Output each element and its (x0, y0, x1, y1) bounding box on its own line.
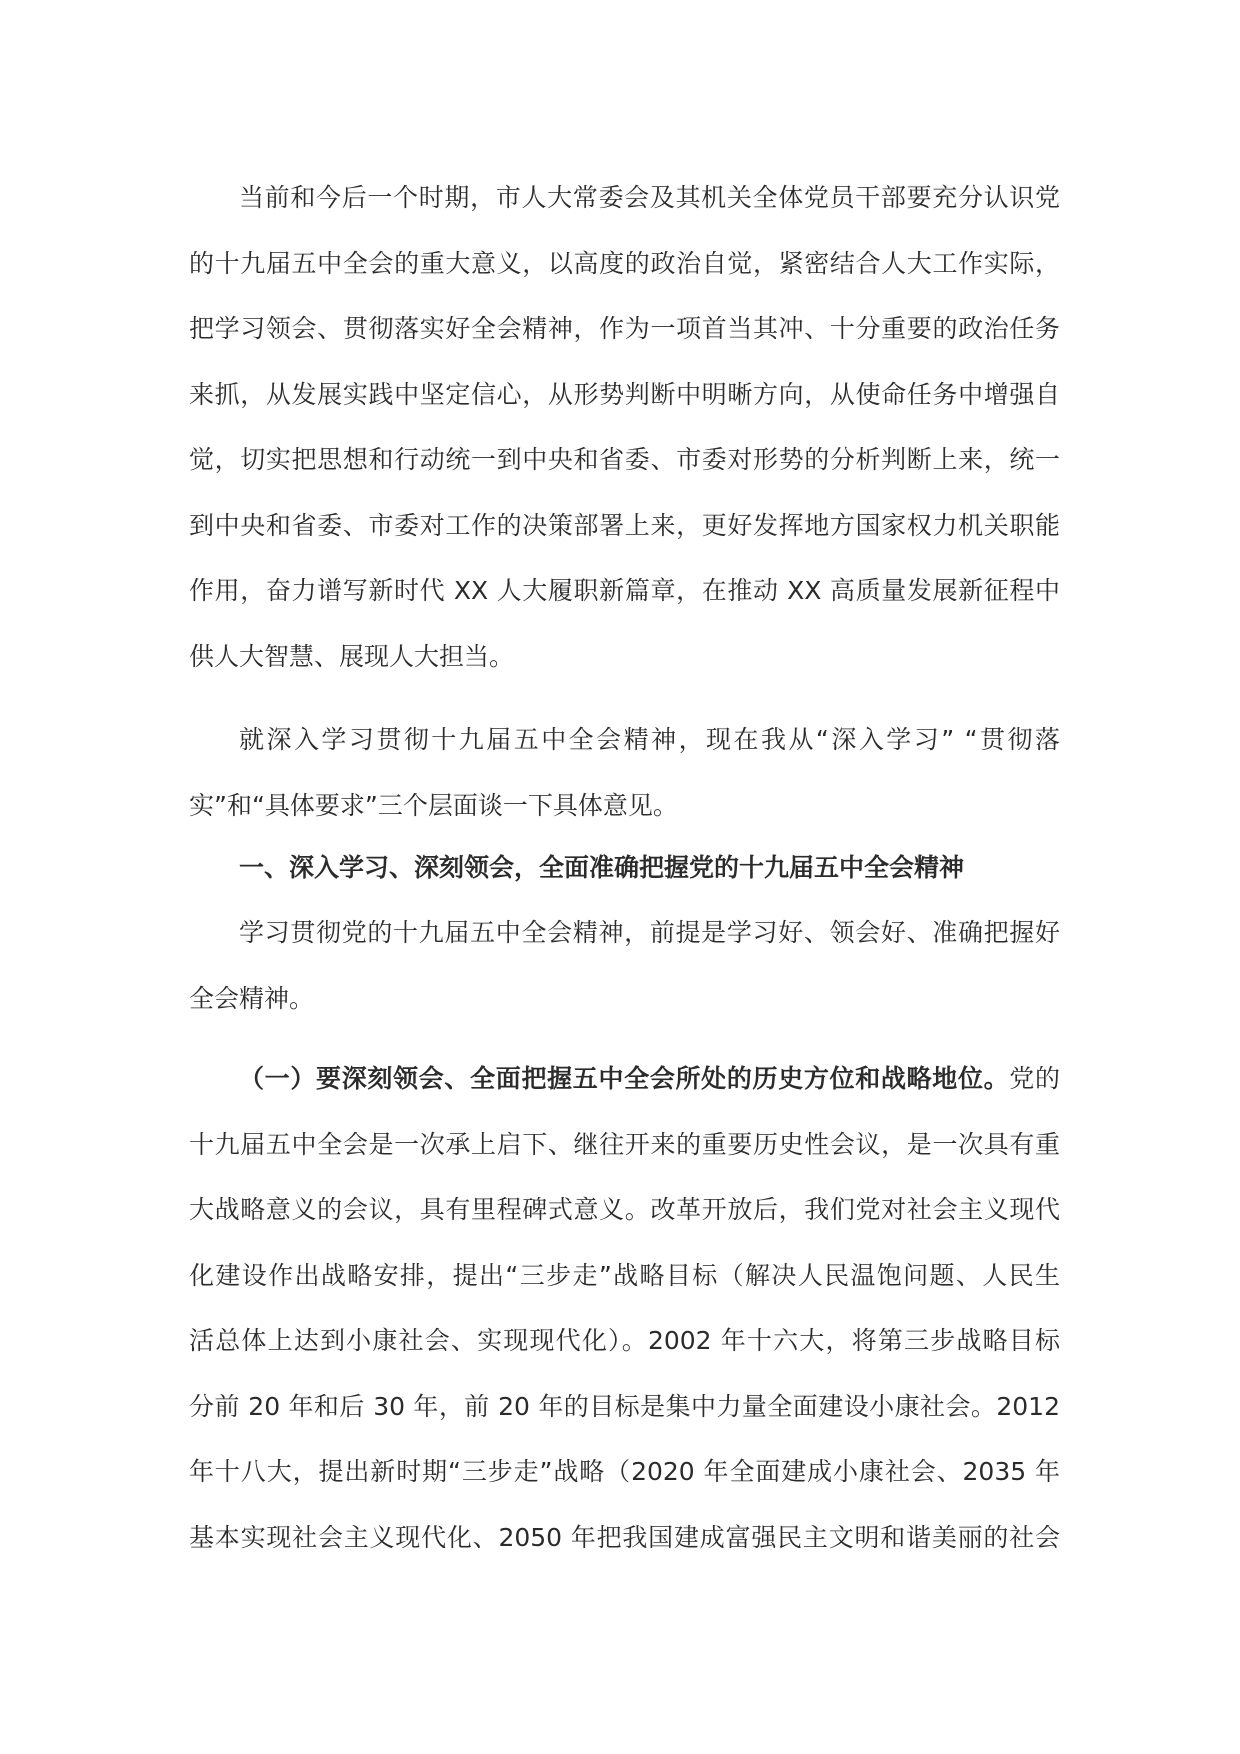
text-line: 分前 20 年和后 30 年，前 20 年的目标是集中力量全面建设小康社会。2012 (189, 1391, 1060, 1421)
text-line: 把学习领会、贯彻落实好全会精神，作为一项首当其冲、十分重要的政治任务 (189, 314, 1060, 343)
section-heading-text: 一、深入学习、深刻领会，全面准确把握党的十九届五中全会精神 (239, 853, 965, 882)
text-line: 当前和今后一个时期，市人大常委会及其机关全体党员干部要充分认识党 (239, 183, 1060, 212)
text-line (189, 1046, 1060, 1112)
text-line: 觉，切实把思想和行动统一到中央和省委、市委对形势的分析判断上来，统一 (189, 445, 1060, 474)
paragraph-2 (189, 707, 1060, 838)
subsection-lead-bold: （一）要深刻领会、全面把握五中全会所处的历史方位和战略地位。 (239, 1064, 1010, 1093)
text-line: 供人大智慧、展现人大担当。 (189, 641, 515, 671)
text-line: 实”和“具体要求”三个层面谈一下具体意见。 (189, 790, 678, 820)
paragraph-3 (189, 900, 1060, 1031)
subsection-lead-text: 党的 (1009, 1064, 1060, 1093)
text-line: 基本实现社会主义现代化、2050 年把我国建成富强民主文明和谐美丽的社会 (189, 1522, 1060, 1552)
text-line: 作用，奋力谱写新时代 XX 人大履职新篇章，在推动 XX 高质量发展新征程中 (189, 576, 1060, 605)
text-line: 活总体上达到小康社会、实现现代化）。2002 年十六大，将第三步战略目标 (189, 1326, 1060, 1355)
text-line: 学习贯彻党的十九届五中全会精神，前提是学习好、领会好、准确把握好 (239, 918, 1060, 947)
text-line: 全会精神。 (189, 983, 315, 1013)
text-line: 年十八大，提出新时期“三步走”战略（2020 年全面建成小康社会、2035 年 (189, 1457, 1060, 1486)
text-line: 到中央和省委、市委对工作的决策部署上来，更好发挥地方国家权力机关职能 (189, 510, 1060, 540)
text-line: 十九届五中全会是一次承上启下、继往开来的重要历史性会议，是一次具有重 (189, 1129, 1060, 1159)
section-heading (189, 835, 1060, 901)
paragraph-4 (189, 1046, 1060, 1570)
text-line: 的十九届五中全会的重大意义，以高度的政治自觉，紧密结合人大工作实际， (189, 248, 1060, 278)
text-line: 就深入学习贯彻十九届五中全会精神，现在我从“深入学习” “贯彻落 (239, 725, 1060, 754)
text-line: 化建设作出战略安排，提出“三步走”战略目标（解决人民温饱问题、人民生 (189, 1260, 1060, 1290)
text-line: 大战略意义的会议，具有里程碑式意义。改革开放后，我们党对社会主义现代 (189, 1195, 1060, 1224)
text-line: 来抓，从发展实践中坚定信心，从形势判断中明晰方向，从使命任务中增强自 (189, 379, 1060, 409)
paragraph-1 (189, 165, 1060, 689)
